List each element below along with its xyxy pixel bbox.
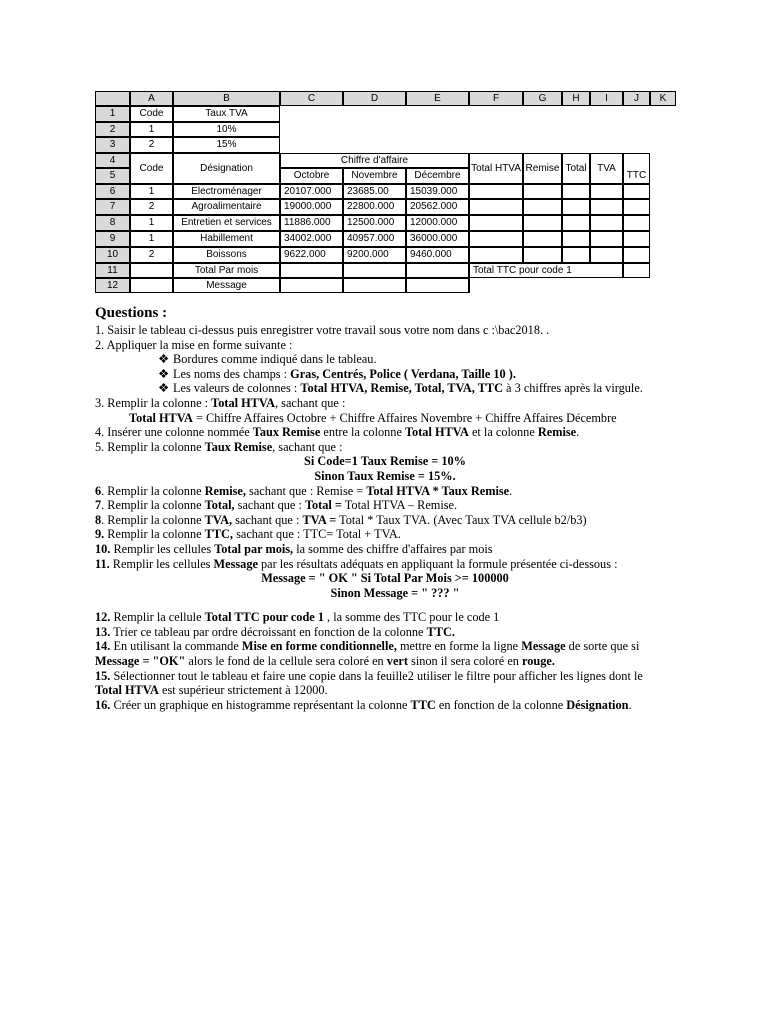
column-header-k: K <box>650 91 676 106</box>
q5-rule-1-text: Si Code=1 Taux Remise = 10% <box>304 454 466 469</box>
cell-empty <box>469 199 523 215</box>
cell-code: 1 <box>130 215 173 231</box>
column-header-j: J <box>623 91 650 106</box>
q6-mid: sachant que : Remise = <box>245 483 367 498</box>
header-remise: Remise <box>523 153 562 184</box>
q14-end: de sorte que si <box>565 639 640 654</box>
q5-text: 5. Remplir la colonne <box>95 439 205 454</box>
cell-empty <box>523 215 562 231</box>
q6-bold-1: Remise, <box>204 483 246 498</box>
question-1 <box>95 323 695 338</box>
bullet-1 <box>95 352 678 367</box>
cell-novembre: 23685.00 <box>343 184 406 199</box>
q14-l2-bold-2: vert <box>386 654 408 669</box>
q12-text: Remplir la cellule <box>110 610 205 625</box>
q6-text: . Remplir la colonne <box>101 483 205 498</box>
q8-end: Total * Taux TVA. (Avec Taux TVA cellule b2/b3) <box>336 512 587 527</box>
cell-f12-border <box>469 278 470 293</box>
q14-mid: mettre en forme la ligne <box>396 639 522 654</box>
header-chiffre-affaire: Chiffre d'affaire <box>280 153 469 168</box>
diamond-bullet-icon: ❖ <box>158 366 170 381</box>
q7-bold-1: Total, <box>204 498 235 513</box>
cell-empty <box>523 184 562 199</box>
cell-novembre: 12500.000 <box>343 215 406 231</box>
bullet-3 <box>95 381 678 396</box>
q10-end: la somme des chiffre d'affaires par mois <box>293 541 493 556</box>
q5-bold: Taux Remise <box>204 439 273 454</box>
cell-a2: 1 <box>130 122 173 137</box>
question-7 <box>95 498 695 513</box>
q9-bold-1: TTC, <box>204 527 233 542</box>
header-total-htva: Total HTVA <box>469 153 523 184</box>
q4-bold-1: Taux Remise <box>252 425 321 440</box>
q12-number: 12. <box>95 610 111 625</box>
q16-end: . <box>628 697 632 712</box>
diamond-bullet-icon: ❖ <box>158 381 170 396</box>
q3-formula-bold: Total HTVA <box>129 410 193 425</box>
cell-octobre: 11886.000 <box>280 215 343 231</box>
cell-novembre: 40957.000 <box>343 231 406 247</box>
q8-mid: sachant que : <box>232 512 303 527</box>
q13-bold-1: TTC. <box>426 624 455 639</box>
cell-octobre: 20107.000 <box>280 184 343 199</box>
cell-empty <box>523 231 562 247</box>
cell-a11 <box>130 263 173 278</box>
cell-empty <box>590 215 623 231</box>
cell-empty <box>469 215 523 231</box>
cell-d11 <box>343 263 406 278</box>
question-14 <box>95 639 695 654</box>
question-4 <box>95 425 695 440</box>
row-header-5: 5 <box>95 168 130 184</box>
question-13 <box>95 625 695 640</box>
header-ttc: TTC <box>623 153 650 184</box>
question-10 <box>95 542 695 557</box>
q9-number: 9. <box>95 527 105 542</box>
cell-message: Message <box>173 278 280 293</box>
cell-empty <box>590 184 623 199</box>
question-15 <box>95 669 695 684</box>
q5-rule-2-text: Sinon Taux Remise = 15%. <box>314 468 456 483</box>
q3-formula-text: = Chiffre Affaires Octobre + Chiffre Affaires Novembre + Chiffre Affaires Décembre <box>192 410 617 425</box>
question-6 <box>95 484 695 499</box>
q3-text: 3. Remplir la colonne : <box>95 395 212 410</box>
bullet-3-text: Les valeurs de colonnes : <box>173 381 301 396</box>
q1-text: 1. Saisir le tableau ci-dessus puis enregistrer votre travail sous votre nom dans c :\bac2018. . <box>95 323 550 337</box>
q10-text: Remplir les cellules <box>110 541 215 556</box>
q15-text: Sélectionner tout le tableau et faire une copie dans la feuille2 utiliser le filtre pour afficher les lignes dont le <box>110 668 643 683</box>
cell-empty <box>523 247 562 263</box>
q11-end: par les résultats adéquats en appliquant la formule présentée ci-dessous : <box>257 556 618 571</box>
column-header-g: G <box>523 91 562 106</box>
row-header-2: 2 <box>95 122 130 137</box>
column-header-a: A <box>130 91 173 106</box>
header-code: Code <box>130 153 173 184</box>
row-header-7: 7 <box>95 199 130 215</box>
q16-bold-2: Désignation <box>566 697 629 712</box>
q6-number: 6 <box>95 483 102 498</box>
questions-title: Questions : <box>95 305 168 321</box>
column-header-f: F <box>469 91 523 106</box>
cell-code: 2 <box>130 199 173 215</box>
q15-l2-bold-1: Total HTVA <box>95 683 159 698</box>
row-header-8: 8 <box>95 215 130 231</box>
cell-b1: Taux TVA <box>173 106 280 122</box>
q16-mid: en fonction de la colonne <box>435 697 567 712</box>
cell-empty <box>562 247 590 263</box>
cell-empty <box>623 247 650 263</box>
cell-b2: 10% <box>173 122 280 137</box>
q11-rule-2 <box>95 586 695 601</box>
cell-octobre: 34002.000 <box>280 231 343 247</box>
q16-bold-1: TTC <box>410 697 436 712</box>
q14-l2-mid-2: sinon il sera coloré en <box>407 654 523 669</box>
column-header-c: C <box>280 91 343 106</box>
bullet-1-text: Bordures comme indiqué dans le tableau. <box>173 352 377 367</box>
column-header-i: I <box>590 91 623 106</box>
cell-empty <box>590 199 623 215</box>
cell-a3: 2 <box>130 137 173 153</box>
q6-end: . <box>509 483 513 498</box>
bullet-2-text: Les noms des champs : <box>173 366 291 381</box>
cell-d12 <box>343 278 406 293</box>
cell-c12 <box>280 278 343 293</box>
q16-number: 16. <box>95 697 111 712</box>
q8-bold-2: TVA = <box>302 512 337 527</box>
cell-a12 <box>130 278 173 293</box>
cell-designation: Boissons <box>173 247 280 263</box>
cell-empty <box>469 231 523 247</box>
cell-empty <box>623 199 650 215</box>
bullet-2 <box>95 367 678 382</box>
q4-mid-2: et la colonne <box>468 425 538 440</box>
q7-end: Total HTVA – Remise. <box>341 498 458 513</box>
cell-j11 <box>623 263 650 278</box>
cell-a1: Code <box>130 106 173 122</box>
row-header-10: 10 <box>95 247 130 263</box>
corner-header <box>95 91 130 106</box>
q15-number: 15. <box>95 668 111 683</box>
cell-c11 <box>280 263 343 278</box>
q4-mid: entre la colonne <box>320 425 405 440</box>
cell-empty <box>623 231 650 247</box>
bullet-3-bold: Total HTVA, Remise, Total, TVA, TTC <box>300 381 503 396</box>
q11-rule-2-text: Sinon Message = " ??? " <box>330 585 460 600</box>
cell-empty <box>590 247 623 263</box>
cell-designation: Entretien et services <box>173 215 280 231</box>
row-header-12: 12 <box>95 278 130 293</box>
cell-empty <box>562 199 590 215</box>
q8-text: . Remplir la colonne <box>101 512 205 527</box>
q13-number: 13. <box>95 624 111 639</box>
q11-bold-1: Message <box>213 556 258 571</box>
cell-designation: Agroalimentaire <box>173 199 280 215</box>
q6-bold-2: Total HTVA * Taux Remise <box>366 483 510 498</box>
q9-text: Remplir la colonne <box>104 527 205 542</box>
column-header-e: E <box>406 91 469 106</box>
cell-empty <box>469 184 523 199</box>
q8-bold-1: TVA, <box>204 512 233 527</box>
question-8 <box>95 513 695 528</box>
spreadsheet-table <box>95 91 676 293</box>
bullet-3-post: à 3 chiffres après la virgule. <box>502 381 643 396</box>
question-3 <box>95 396 695 411</box>
question-14-line-2 <box>95 654 695 669</box>
cell-empty <box>562 215 590 231</box>
cell-empty <box>562 184 590 199</box>
cell-e12 <box>406 278 469 293</box>
question-16 <box>95 698 695 713</box>
q11-text: Remplir les cellules <box>109 556 214 571</box>
cell-decembre: 15039.000 <box>406 184 469 199</box>
q4-end: . <box>576 425 580 440</box>
question-9 <box>95 527 695 542</box>
q12-bold-1: Total TTC pour code 1 <box>204 610 324 625</box>
q7-text: . Remplir la colonne <box>101 498 205 513</box>
q14-number: 14. <box>95 639 111 654</box>
cell-code: 2 <box>130 247 173 263</box>
cell-novembre: 9200.000 <box>343 247 406 263</box>
cell-total-ttc-code-1: Total TTC pour code 1 <box>469 263 623 278</box>
q3-bold: Total HTVA <box>211 395 276 410</box>
cell-decembre: 20562.000 <box>406 199 469 215</box>
q3-post: , sachant que : <box>275 395 346 410</box>
q2-text: 2. Appliquer la mise en forme suivante : <box>95 337 293 352</box>
q14-l2-bold-1: Message = "OK" <box>95 654 186 669</box>
cell-designation: Habillement <box>173 231 280 247</box>
q7-number: 7 <box>95 498 102 513</box>
q11-rule-1-text: Message = " OK " Si Total Par Mois >= 100000 <box>261 571 509 586</box>
q11-rule-1 <box>95 571 675 586</box>
row-header-6: 6 <box>95 184 130 199</box>
question-11 <box>95 557 695 572</box>
q16-text: Créer un graphique en histogramme représentant la colonne <box>110 697 411 712</box>
q8-number: 8 <box>95 512 102 527</box>
cell-octobre: 19000.000 <box>280 199 343 215</box>
column-header-d: D <box>343 91 406 106</box>
cell-empty <box>562 231 590 247</box>
q9-end: sachant que : TTC= Total + TVA. <box>233 527 401 542</box>
questions-section <box>95 305 695 712</box>
q4-bold-2: Total HTVA <box>404 425 469 440</box>
question-12 <box>95 610 695 625</box>
cell-code: 1 <box>130 184 173 199</box>
q7-bold-2: Total = <box>304 498 342 513</box>
row-header-4: 4 <box>95 153 130 168</box>
q11-number: 11. <box>95 556 110 571</box>
question-2 <box>95 338 695 353</box>
cell-decembre: 9460.000 <box>406 247 469 263</box>
header-total: Total <box>562 153 590 184</box>
cell-e11 <box>406 263 469 278</box>
q14-l2-bold-3: rouge. <box>522 654 555 669</box>
row-header-9: 9 <box>95 231 130 247</box>
header-designation: Désignation <box>173 153 280 184</box>
q5-post: , sachant que : <box>272 439 343 454</box>
q12-end: , la somme des TTC pour le code 1 <box>323 610 500 625</box>
cell-empty <box>523 199 562 215</box>
q15-l2-end: est supérieur strictement à 12000. <box>158 683 328 698</box>
question-15-line-2 <box>95 683 695 698</box>
q14-bold-1: Mise en forme conditionnelle, <box>241 639 397 654</box>
cell-designation: Electroménager <box>173 184 280 199</box>
q10-bold-1: Total par mois, <box>214 541 294 556</box>
q10-number: 10. <box>95 541 111 556</box>
row-header-3: 3 <box>95 137 130 153</box>
q13-text: Trier ce tableau par ordre décroissant en fonction de la colonne <box>110 624 427 639</box>
question-5 <box>95 440 695 455</box>
cell-empty <box>469 247 523 263</box>
q14-l2-mid: alors le fond de la cellule sera coloré en <box>185 654 387 669</box>
cell-code: 1 <box>130 231 173 247</box>
header-tva: TVA <box>590 153 623 184</box>
diamond-bullet-icon: ❖ <box>158 352 170 367</box>
q14-text: En utilisant la commande <box>110 639 242 654</box>
cell-b3: 15% <box>173 137 280 153</box>
cell-decembre: 36000.000 <box>406 231 469 247</box>
column-header-b: B <box>173 91 280 106</box>
header-novembre: Novembre <box>343 168 406 184</box>
cell-empty <box>623 184 650 199</box>
cell-empty <box>623 215 650 231</box>
question-3-formula <box>95 411 695 426</box>
q5-rule-1 <box>95 454 675 469</box>
q4-text: 4. Insérer une colonne nommée <box>95 425 253 440</box>
q7-mid: sachant que : <box>234 498 305 513</box>
bullet-2-bold: Gras, Centrés, Police ( Verdana, Taille 10 ). <box>290 366 516 381</box>
q5-rule-2 <box>95 469 675 484</box>
cell-empty <box>590 231 623 247</box>
cell-octobre: 9622.000 <box>280 247 343 263</box>
header-decembre: Décembre <box>406 168 469 184</box>
q4-bold-3: Remise <box>537 425 577 440</box>
row-header-11: 11 <box>95 263 130 278</box>
cell-novembre: 22800.000 <box>343 199 406 215</box>
column-header-h: H <box>562 91 590 106</box>
cell-total-par-mois: Total Par mois <box>173 263 280 278</box>
cell-decembre: 12000.000 <box>406 215 469 231</box>
q14-bold-2: Message <box>521 639 566 654</box>
header-octobre: Octobre <box>280 168 343 184</box>
row-header-1: 1 <box>95 106 130 122</box>
